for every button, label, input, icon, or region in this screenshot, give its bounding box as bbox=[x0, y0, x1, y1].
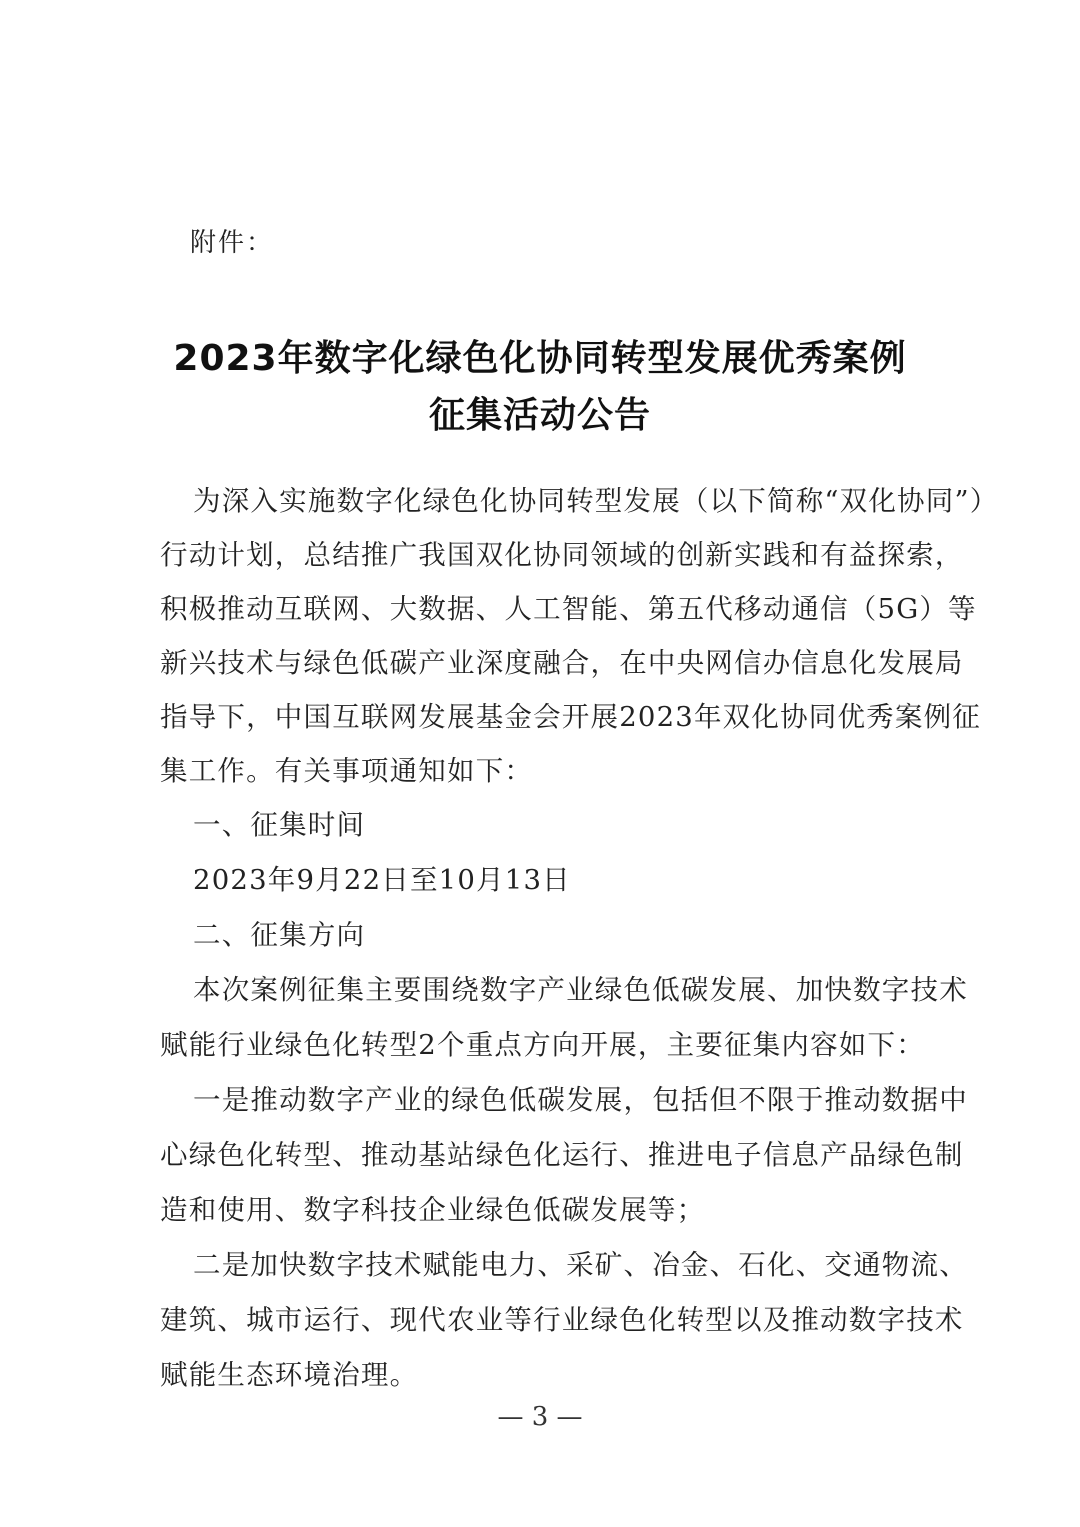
paragraph-line: 一是推动数字产业的绿色低碳发展，包括但不限于推动数据中 bbox=[193, 1084, 968, 1116]
paragraph-line: 积极推动互联网、大数据、人工智能、第五代移动通信（5G）等 bbox=[160, 593, 977, 625]
paragraph-line: 指导下，中国互联网发展基金会开展2023年双化协同优秀案例征 bbox=[160, 701, 981, 733]
section-heading-time: 一、征集时间 bbox=[193, 809, 366, 841]
paragraph-line: 赋能行业绿色化转型2个重点方向开展，主要征集内容如下： bbox=[160, 1029, 925, 1061]
paragraph-line: 集工作。有关事项通知如下： bbox=[160, 755, 534, 787]
paragraph-line: 心绿色化转型、推动基站绿色化运行、推进电子信息产品绿色制 bbox=[160, 1139, 964, 1171]
document-title-line-2: 征集活动公告 bbox=[428, 395, 651, 436]
paragraph-line: 为深入实施数字化绿色化协同转型发展（以下简称“双化协同”） bbox=[193, 485, 999, 517]
page-number: — 3 — bbox=[497, 1402, 583, 1432]
paragraph-line: 造和使用、数字科技企业绿色低碳发展等； bbox=[160, 1194, 706, 1226]
attachment-label: 附件： bbox=[190, 228, 275, 258]
paragraph-line: 赋能生态环境治理。 bbox=[160, 1359, 419, 1391]
document-title-line-1: 2023年数字化绿色化协同转型发展优秀案例 bbox=[173, 338, 907, 379]
paragraph-line: 新兴技术与绿色低碳产业深度融合，在中央网信办信息化发展局 bbox=[160, 647, 964, 679]
section-heading-direction: 二、征集方向 bbox=[193, 919, 366, 951]
paragraph-line: 建筑、城市运行、现代农业等行业绿色化转型以及推动数字技术 bbox=[160, 1304, 964, 1336]
paragraph-line: 本次案例征集主要围绕数字产业绿色低碳发展、加快数字技术 bbox=[193, 974, 968, 1006]
paragraph-line: 二是加快数字技术赋能电力、采矿、冶金、石化、交通物流、 bbox=[193, 1249, 968, 1281]
paragraph-line: 行动计划，总结推广我国双化协同领域的创新实践和有益探索， bbox=[160, 539, 964, 571]
collection-dates: 2023年9月22日至10月13日 bbox=[193, 864, 571, 896]
